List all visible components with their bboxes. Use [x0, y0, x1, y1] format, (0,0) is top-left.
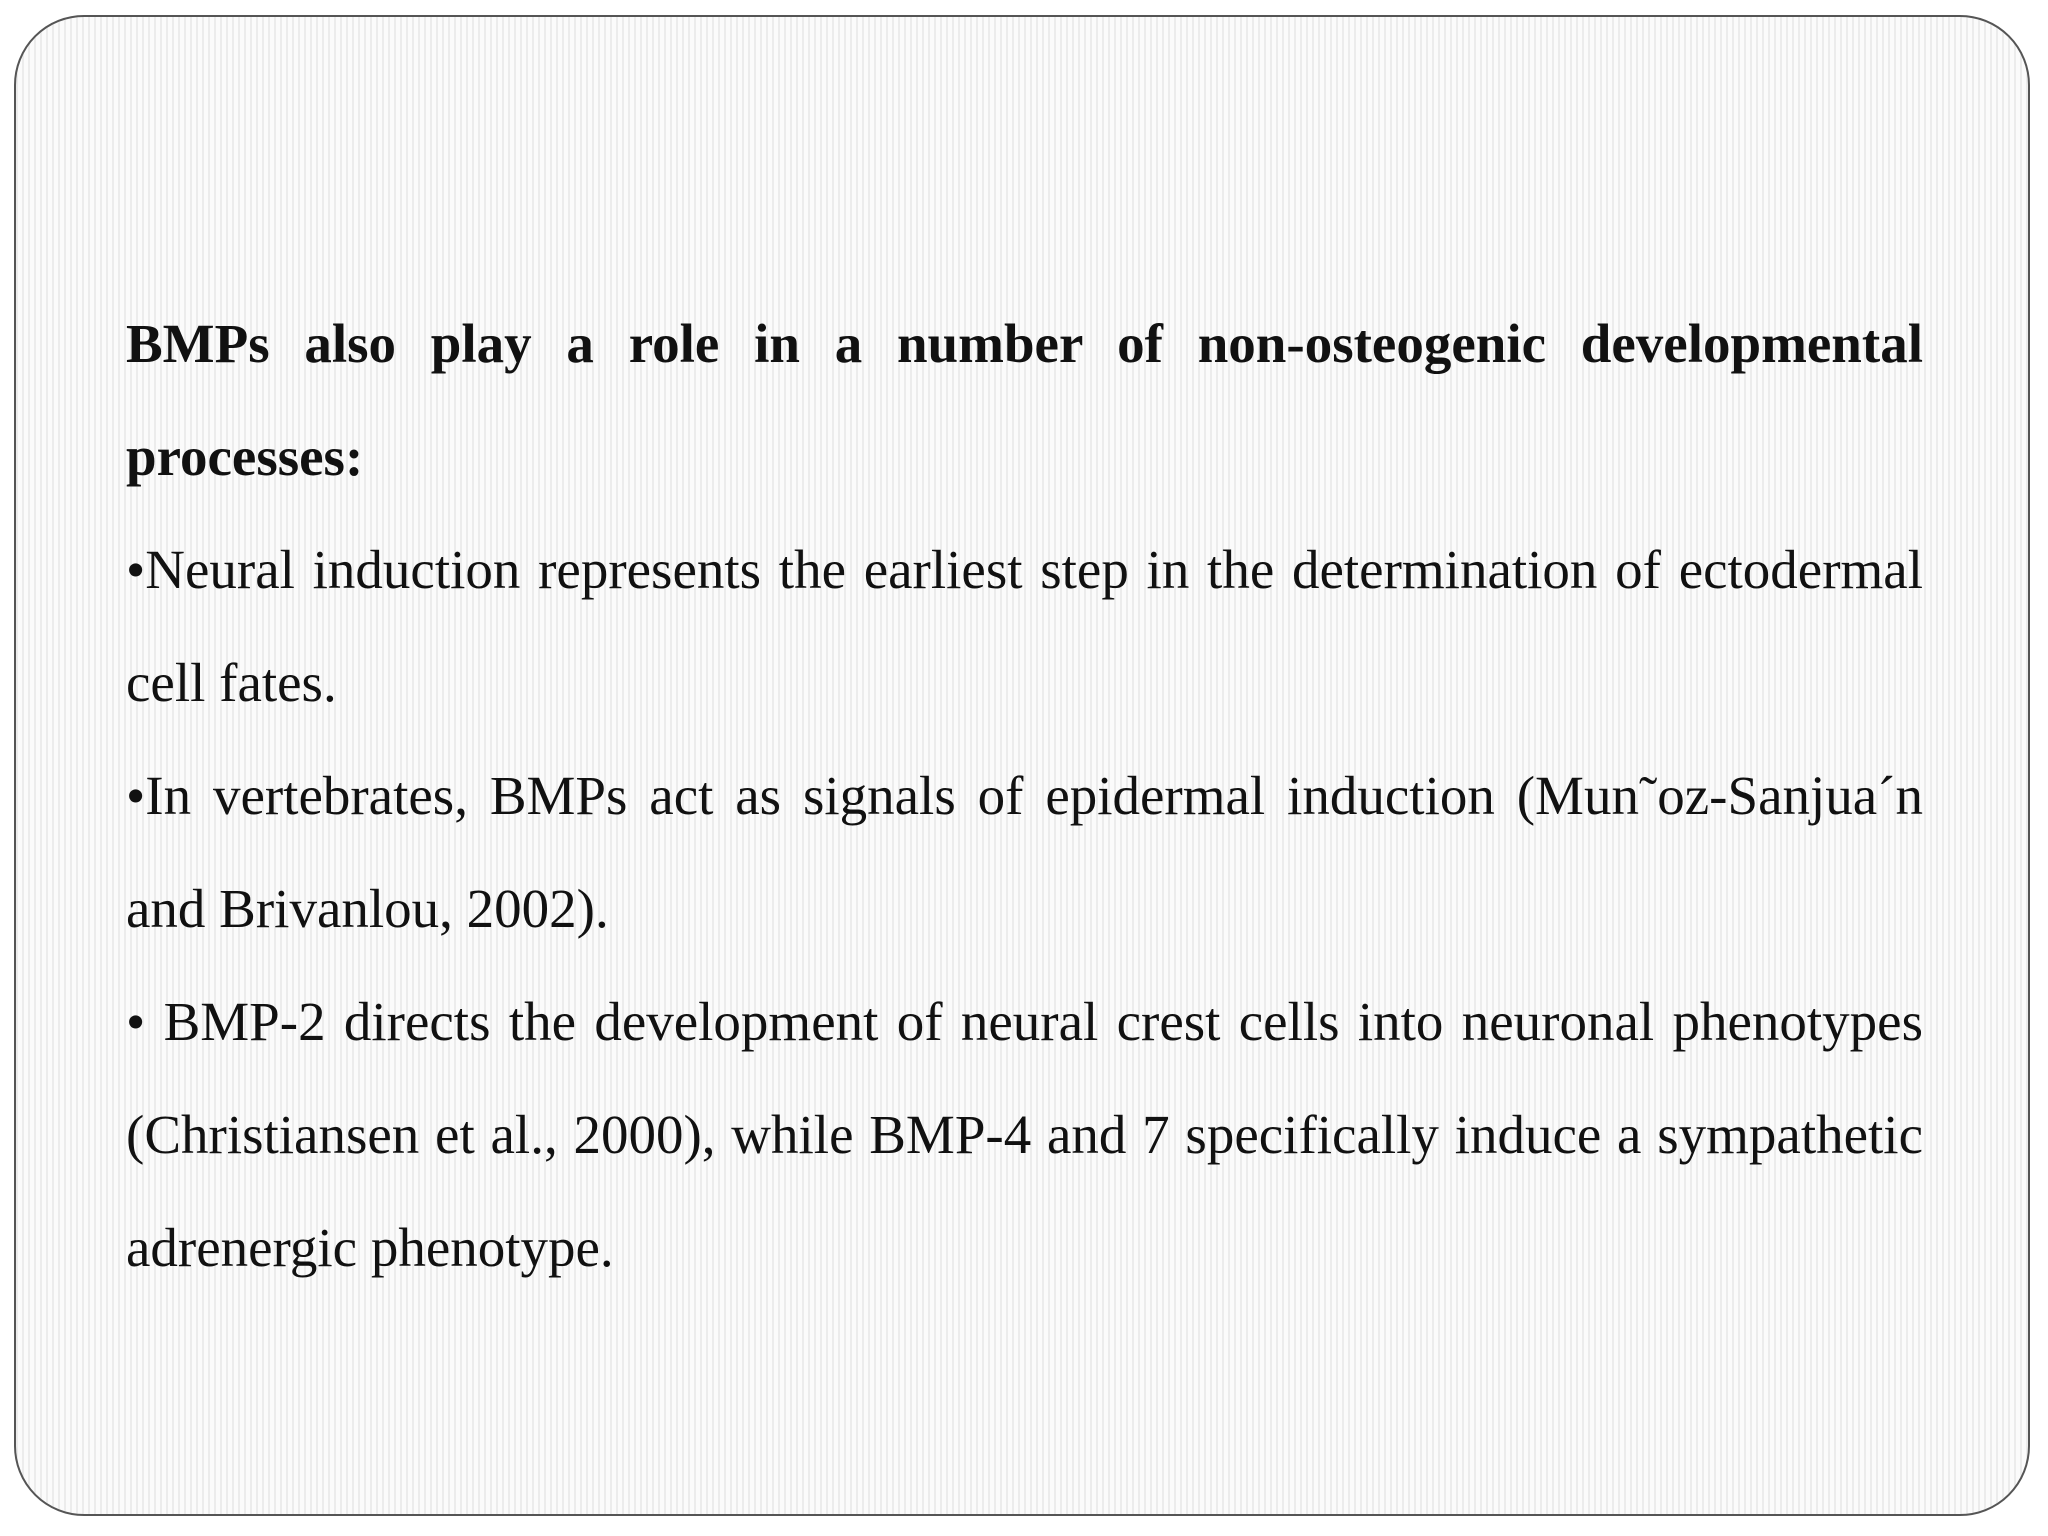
bullet-neural-crest: • BMP-2 directs the development of neural crest cells into neuronal phenotypes (Christiansen et al., 2000), while BMP-4 and 7 specifically induce a sympathetic adrenergic phenotype. [126, 991, 1923, 1278]
bullet-epidermal-induction: •In vertebrates, BMPs act as signals of epidermal induction (Mun˜oz-Sanjua´n and Brivanlou, 2002). [126, 765, 1923, 939]
slide-content [126, 287, 1923, 1304]
bullet-neural-induction: •Neural induction represents the earliest step in the determination of ectodermal cell fates. [126, 539, 1923, 713]
slide-heading: BMPs also play a role in a number of non-osteogenic developmental processes: [126, 313, 1923, 487]
